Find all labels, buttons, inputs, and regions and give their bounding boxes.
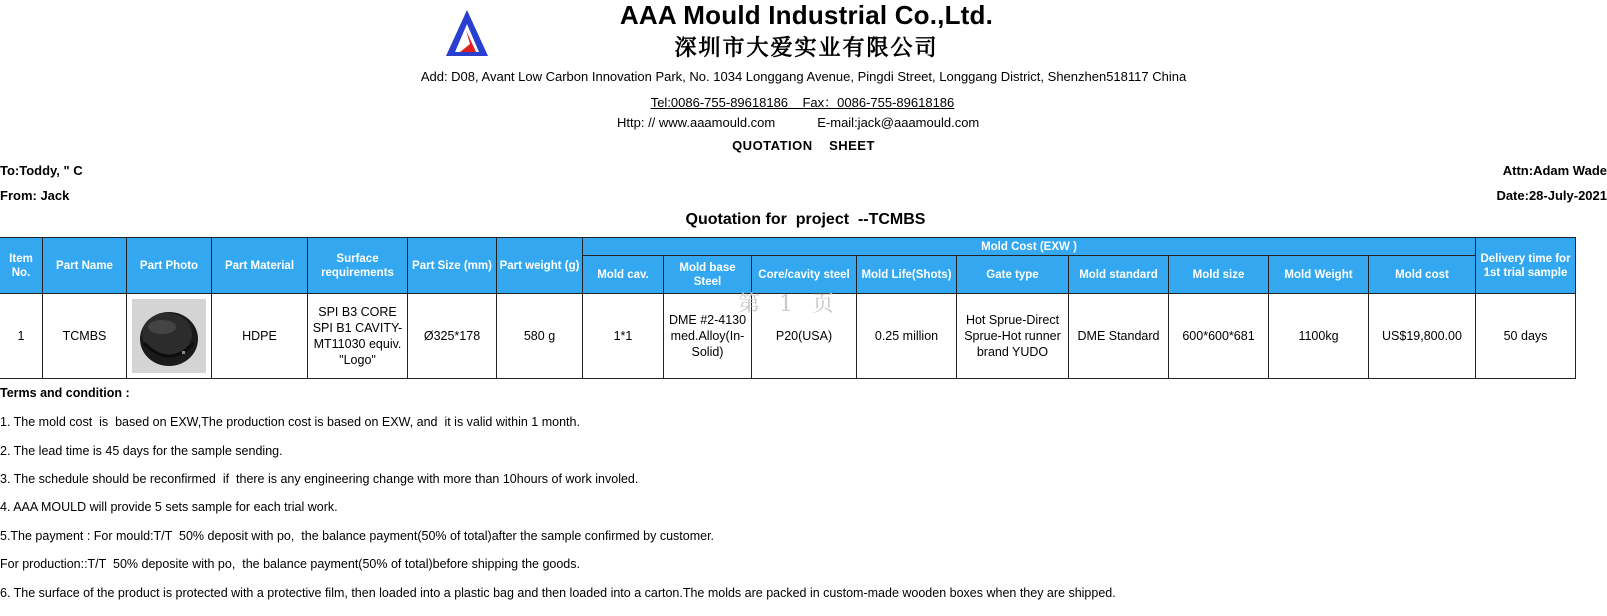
web-email-line xyxy=(617,115,979,130)
col-mold-size: Mold size xyxy=(1169,256,1269,294)
cell-part-weight: 580 g xyxy=(497,294,583,379)
col-gate-type: Gate type xyxy=(957,256,1069,294)
cell-mold-weight: 1100kg xyxy=(1269,294,1369,379)
col-part-material: Part Material xyxy=(212,238,308,294)
col-mold-standard: Mold standard xyxy=(1069,256,1169,294)
terms-line-5b: For production::T/T 50% deposite with po, the balance payment(50% of total)before shipping the goods. xyxy=(0,557,580,571)
cell-part-name: TCMBS xyxy=(43,294,127,379)
col-mold-life: Mold Life(Shots) xyxy=(857,256,957,294)
col-mold-cost: Mold cost xyxy=(1369,256,1476,294)
col-mold-base: Mold base Steel xyxy=(664,256,752,294)
sender-from: From: Jack xyxy=(0,188,70,203)
col-mold-cav: Mold cav. xyxy=(583,256,664,294)
col-surface: Surface requirements xyxy=(308,238,408,294)
col-part-name: Part Name xyxy=(43,238,127,294)
cell-mold-standard: DME Standard xyxy=(1069,294,1169,379)
terms-line-3: 3. The schedule should be reconfirmed if there is any engineering change with more than 10hours of work involed. xyxy=(0,472,639,486)
terms-line-5: 5.The payment : For mould:T/T 50% deposit with po, the balance payment(50% of total)after the sample confirmed by customer. xyxy=(0,529,715,543)
cell-mold-cav: 1*1 xyxy=(583,294,664,379)
cell-part-size: Ø325*178 xyxy=(408,294,497,379)
cell-item-no: 1 xyxy=(0,294,43,379)
cell-mold-base: DME #2-4130 med.Alloy(In-Solid) xyxy=(664,294,752,379)
page-watermark: 第 1 页 xyxy=(738,292,840,317)
cell-delivery: 50 days xyxy=(1476,294,1576,379)
cell-mold-size: 600*600*681 xyxy=(1169,294,1269,379)
company-name-en: AAA Mould Industrial Co.,Ltd. xyxy=(619,0,994,30)
black-round-lid-photo-icon xyxy=(132,299,206,373)
website-link[interactable]: Http: // www.aaamould.com xyxy=(617,115,776,130)
col-mold-weight: Mold Weight xyxy=(1269,256,1369,294)
terms-heading: Terms and condition : xyxy=(0,386,130,400)
col-part-photo: Part Photo xyxy=(127,238,212,294)
terms-line-2: 2. The lead time is 45 days for the sample sending. xyxy=(0,444,283,458)
cell-part-photo xyxy=(127,294,212,379)
col-part-size: Part Size (mm) xyxy=(408,238,497,294)
cell-gate-type: Hot Sprue-Direct Sprue-Hot runner brand YUDO xyxy=(957,294,1069,379)
col-part-weight: Part weight (g) xyxy=(497,238,583,294)
cell-part-material: HDPE xyxy=(212,294,308,379)
col-core-cavity: Core/cavity steel xyxy=(752,256,857,294)
col-group-mold-cost: Mold Cost (EXW ) xyxy=(583,238,1476,256)
sheet-title: QUOTATION SHEET xyxy=(732,138,875,153)
quote-date: Date:28-July-2021 xyxy=(1496,188,1607,203)
email-link[interactable]: E-mail:jack@aaamould.com xyxy=(817,115,980,130)
cell-mold-cost: US$19,800.00 xyxy=(1369,294,1476,379)
company-name-cn: 深圳市大爱实业有限公司 xyxy=(674,35,939,61)
company-address: Add: D08, Avant Low Carbon Innovation Park, No. 1034 Longgang Avenue, Pingdi Street, Longgang District, Shenzhen518117 China xyxy=(420,69,1187,84)
cell-surface: SPI B3 CORE SPI B1 CAVITY-MT11030 equiv. "Logo" xyxy=(308,294,408,379)
project-title: Quotation for project --TCMBS xyxy=(685,211,926,228)
terms-line-1: 1. The mold cost is based on EXW,The production cost is based on EXW, and it is valid within 1 month. xyxy=(0,415,580,429)
terms-line-6: 6. The surface of the product is protected with a protective film, then loaded into a plastic bag and then loaded into a carton.The molds are packed in custom-made wooden boxes when they are shipped. xyxy=(0,586,1116,600)
cell-mold-life: 0.25 million xyxy=(857,294,957,379)
attention: Attn:Adam Wade xyxy=(1502,163,1607,178)
col-delivery: Delivery time for 1st trial sample xyxy=(1476,238,1576,294)
tel-fax-line: Tel:0086-755-89618186 Fax：0086-755-89618186 xyxy=(650,95,955,110)
cell-core-cavity: P20(USA) xyxy=(752,294,857,379)
terms-line-4: 4. AAA MOULD will provide 5 sets sample for each trial work. xyxy=(0,500,338,514)
recipient-to: To:Toddy, " C xyxy=(0,163,83,178)
col-item-no: Item No. xyxy=(0,238,43,294)
table-header-row xyxy=(0,238,1576,256)
